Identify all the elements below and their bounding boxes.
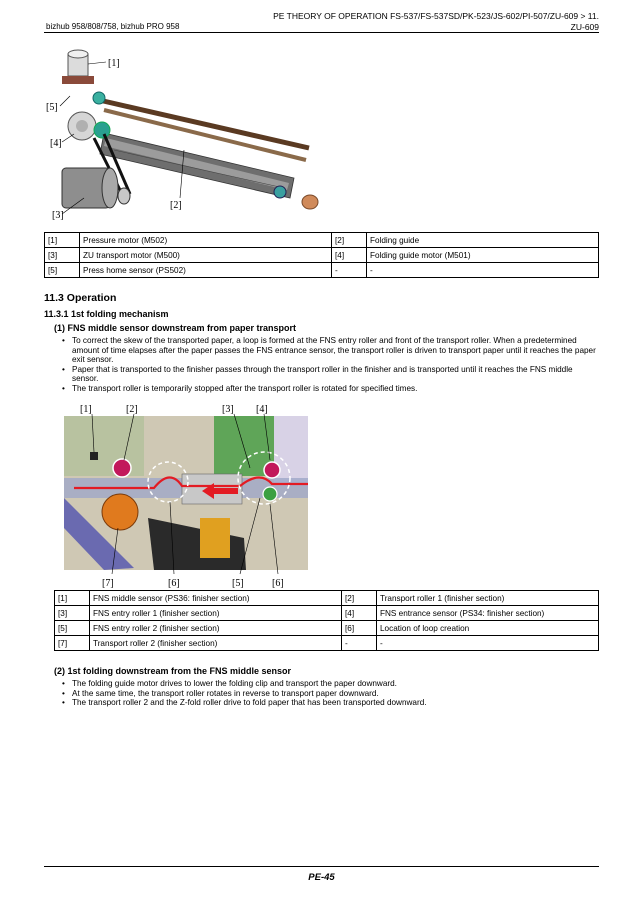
item2-bullet-list: [62, 679, 597, 708]
part-name: Folding guide motor (M501): [367, 248, 599, 263]
part-name: Location of loop creation: [377, 621, 599, 636]
figure1-label-2: [2]: [170, 200, 182, 211]
figure2-label-1: [1]: [80, 404, 92, 415]
figure2-label-6: [6]: [168, 578, 180, 588]
part-number: [6]: [342, 621, 377, 636]
figure1-parts-table: [44, 232, 599, 278]
part-name: FNS entry roller 2 (finisher section): [90, 621, 342, 636]
table-row: [55, 606, 599, 621]
table-row: [45, 263, 599, 278]
part-name: Transport roller 1 (finisher section): [377, 591, 599, 606]
fns-middle-sensor: [90, 452, 98, 460]
part-name: FNS middle sensor (PS36: finisher section): [90, 591, 342, 606]
roller-end-knob: [302, 195, 318, 209]
list-item: • The transport roller 2 and the Z-fold roller drive to fold paper that has been transported downward.: [62, 698, 597, 708]
folding-guide-shaft: [99, 100, 309, 198]
part-number: -: [342, 636, 377, 651]
figure2-label-3: [3]: [222, 404, 234, 415]
part-name: -: [377, 636, 599, 651]
part-number: [5]: [45, 263, 80, 278]
part-number: [7]: [55, 636, 90, 651]
part-number: [3]: [55, 606, 90, 621]
transport-roller-1: [113, 459, 131, 477]
part-number: [3]: [45, 248, 80, 263]
part-number: [4]: [332, 248, 367, 263]
item1-bullet-list: [62, 336, 597, 394]
header-breadcrumb: [273, 11, 599, 33]
transport-roller-2: [102, 494, 138, 530]
gear-icon: [263, 487, 277, 501]
part-name: FNS entry roller 1 (finisher section): [90, 606, 342, 621]
item1-title: (1) FNS middle sensor downstream from paper transport: [54, 323, 297, 333]
pressure-motor: [62, 50, 94, 84]
figure2-label-7: [7]: [102, 578, 114, 588]
figure2-label-2: [2]: [126, 404, 138, 415]
list-item: • The folding guide motor drives to lower the folding clip and transport the paper downward.: [62, 679, 597, 689]
section-title: 11.3 Operation: [44, 292, 117, 304]
figure2-label-6b: [6]: [272, 578, 284, 588]
part-number: -: [332, 263, 367, 278]
table-row: [45, 233, 599, 248]
list-item: • At the same time, the transport roller rotates in reverse to transport paper downward.: [62, 689, 597, 699]
figure2-label-5: [5]: [232, 578, 244, 588]
figure1-label-4: [4]: [50, 138, 62, 149]
part-name: Pressure motor (M502): [80, 233, 332, 248]
header-breadcrumb-line2: ZU-609: [570, 22, 599, 32]
gear-icon: [274, 186, 286, 198]
figure1-label-5: [5]: [46, 102, 58, 113]
paper-transport-figure: [64, 398, 324, 588]
gear-icon: [94, 122, 110, 138]
table-row: [55, 621, 599, 636]
part-number: [2]: [342, 591, 377, 606]
part-name: -: [367, 263, 599, 278]
folding-guide-motor: [68, 112, 96, 140]
gear-icon: [264, 462, 280, 478]
figure2-label-4: [4]: [256, 404, 268, 415]
list-item: • To correct the skew of the transported paper, a loop is formed at the FNS entry roller and front of the transport roller. When a predetermined amount of time elapses after the paper passes the FNS entrance sensor, the transport roller is driven to transport paper until it reaches the paper exit sensor.: [62, 336, 597, 365]
list-item: • Paper that is transported to the finisher passes through the transport roller in the finisher and is transported until it reaches the FNS middle sensor.: [62, 365, 597, 384]
part-number: [1]: [45, 233, 80, 248]
table-row: [45, 248, 599, 263]
gear-icon: [93, 92, 105, 104]
subsection-title: 11.3.1 1st folding mechanism: [44, 309, 169, 319]
list-item: • The transport roller is temporarily stopped after the transport roller is rotated for specified times.: [62, 384, 597, 394]
header-breadcrumb-line1: PE THEORY OF OPERATION FS-537/FS-537SD/PK-523/JS-602/PI-507/ZU-609 > 11.: [273, 11, 599, 21]
table-row: [55, 636, 599, 651]
part-name: Folding guide: [367, 233, 599, 248]
header-doc-title: bizhub 958/808/758, bizhub PRO 958: [46, 22, 180, 31]
part-name: ZU transport motor (M500): [80, 248, 332, 263]
part-number: [2]: [332, 233, 367, 248]
part-number: [5]: [55, 621, 90, 636]
folding-mechanism-figure: [44, 38, 334, 224]
page-number: PE-45: [308, 872, 335, 883]
figure1-label-1: [1]: [108, 58, 120, 69]
item2-title: (2) 1st folding downstream from the FNS middle sensor: [54, 666, 292, 676]
header-divider: [44, 32, 599, 33]
part-name: FNS entrance sensor (PS34: finisher section): [377, 606, 599, 621]
part-name: Transport roller 2 (finisher section): [90, 636, 342, 651]
footer-divider: [44, 866, 599, 867]
part-number: [4]: [342, 606, 377, 621]
figure2-parts-table: [54, 590, 599, 651]
figure1-label-3: [3]: [52, 210, 64, 221]
part-name: Press home sensor (PS502): [80, 263, 332, 278]
table-row: [55, 591, 599, 606]
part-number: [1]: [55, 591, 90, 606]
